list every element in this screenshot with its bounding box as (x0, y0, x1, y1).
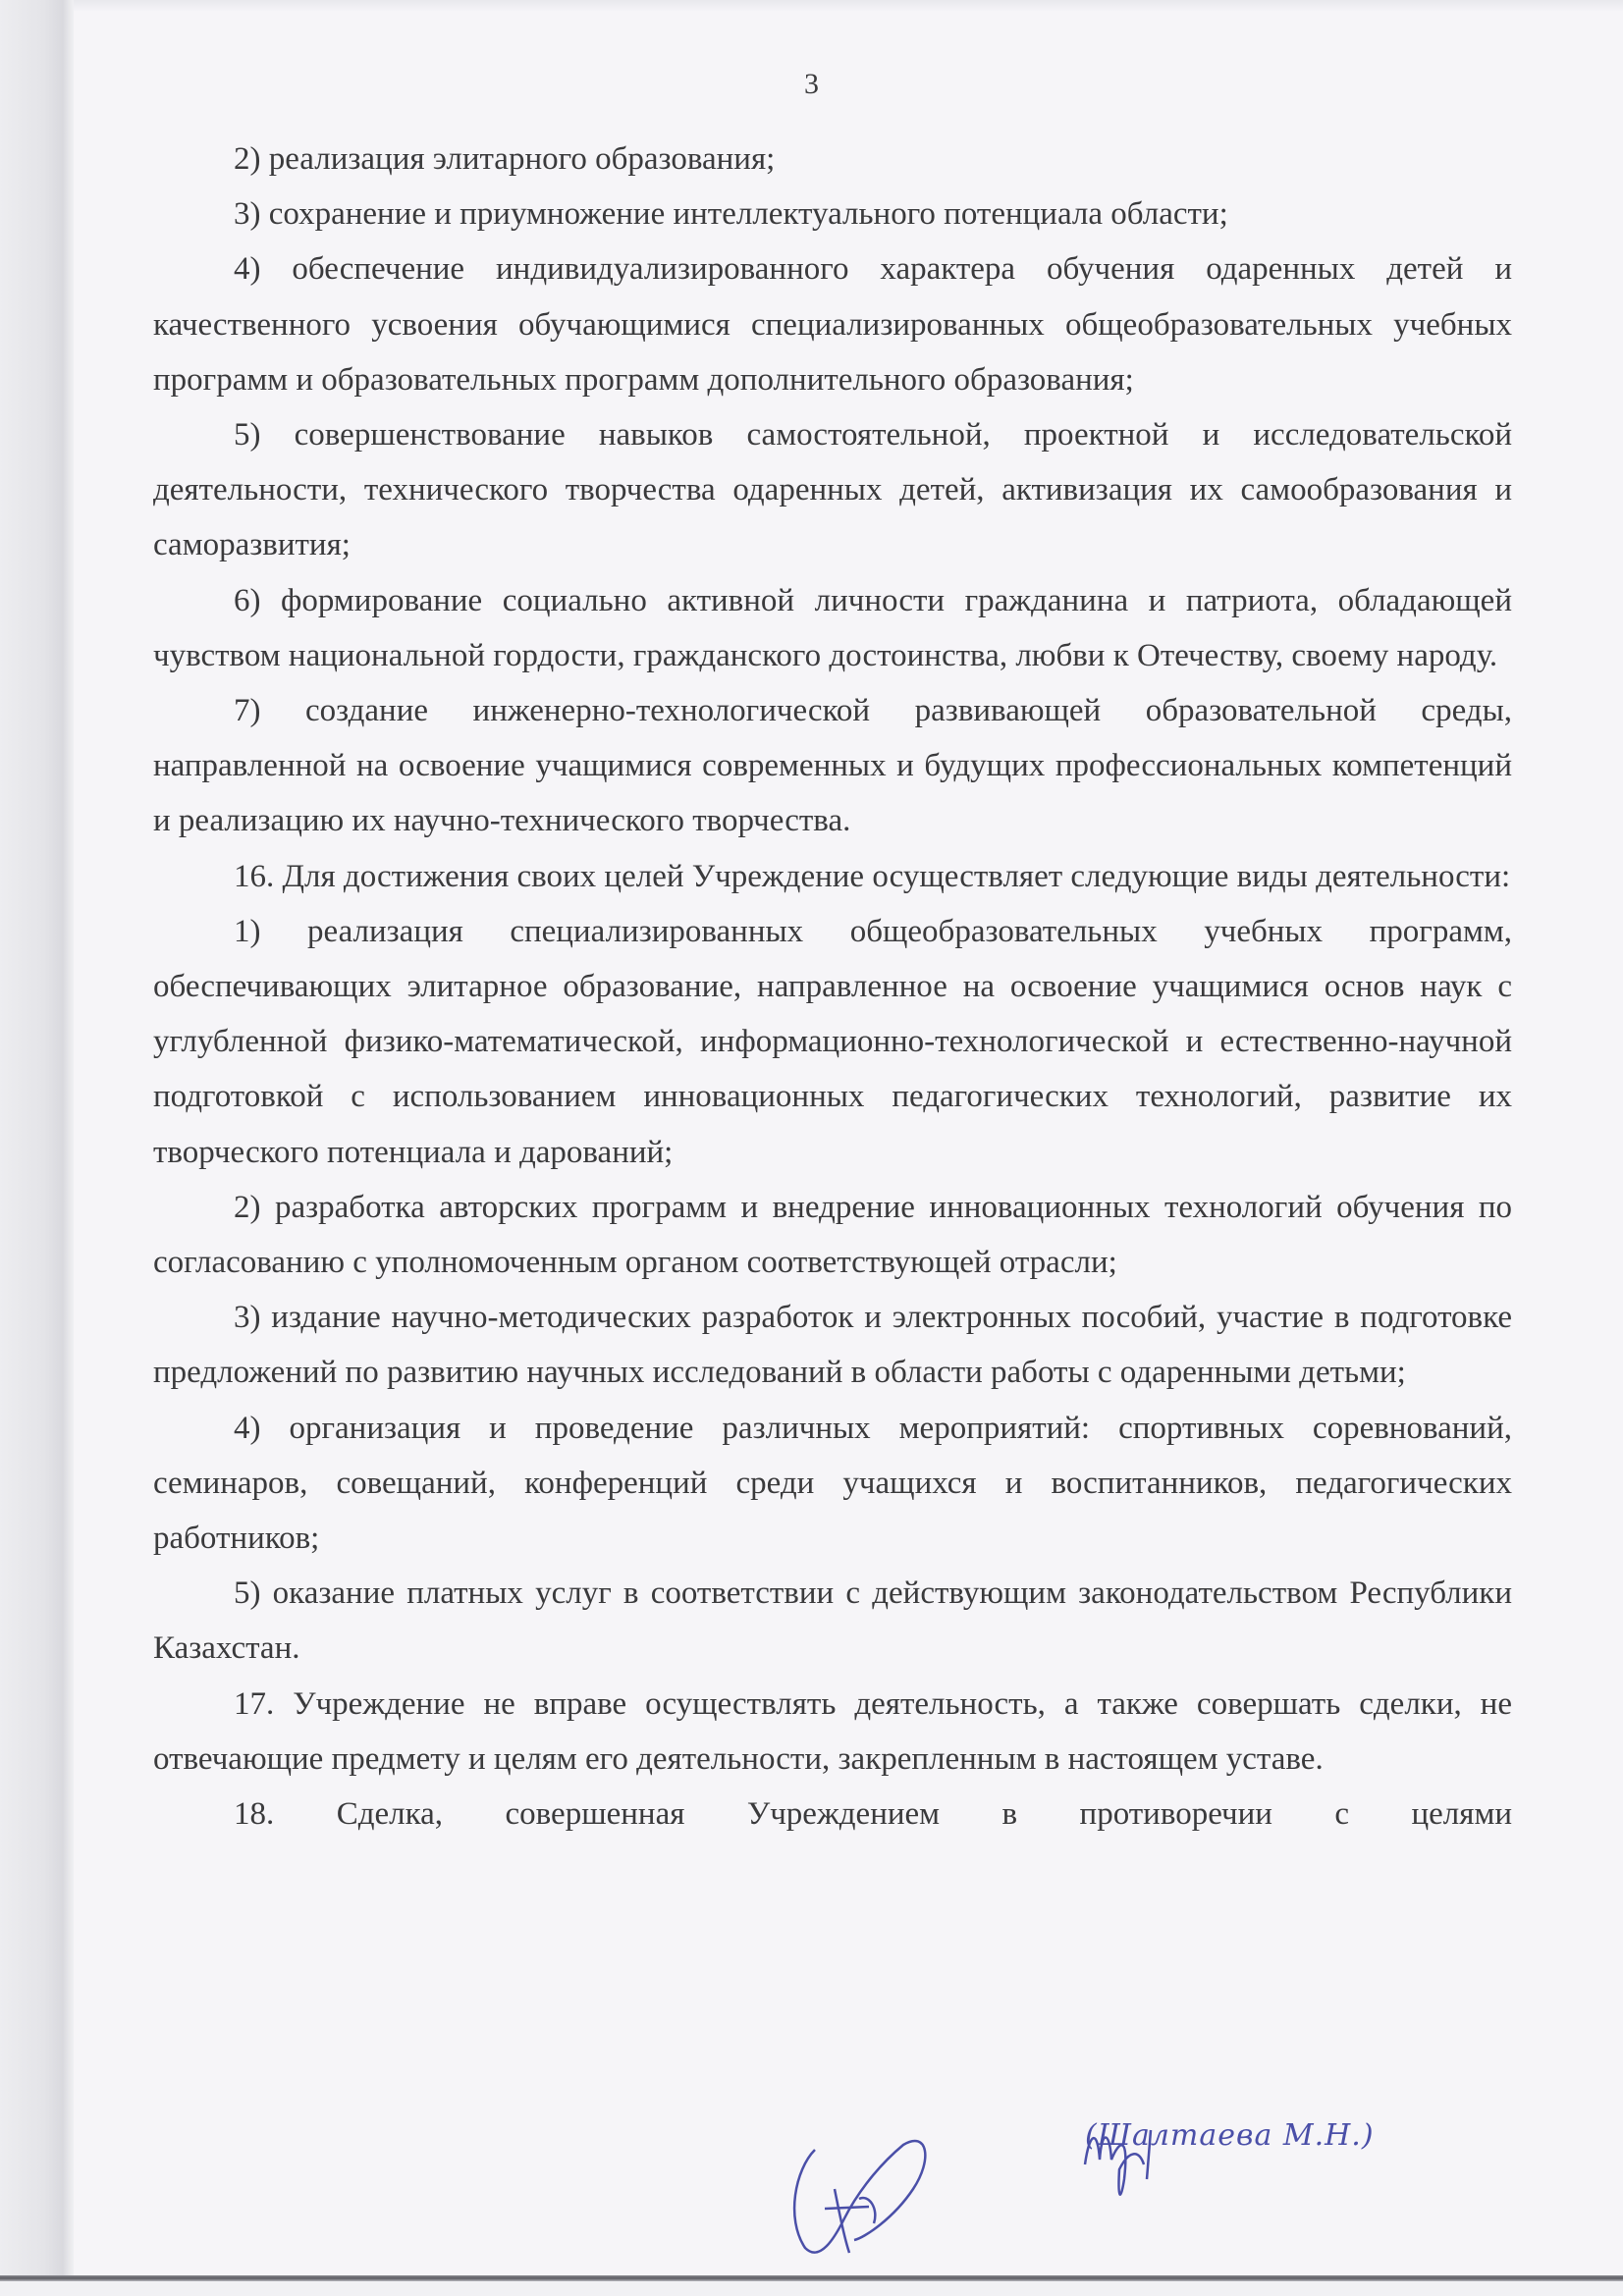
activity-4-events: 4) организация и проведение различных мероприятий: спортивных соревнований, семинаров, совещаний, конференций среди учащихся и воспитанников, педагогических работников; (153, 1410, 1512, 1557)
activity-5-paid-services: 5) оказание платных услуг в соответствии с действующим законодательством Республики Казахстан. (153, 1575, 1512, 1667)
clause-18-transaction: 18. Сделка, совершенная Учреждением в противоречии с целями (234, 1796, 1512, 1833)
list-item-7-engineering-environment: 7) создание инженерно-технологической развивающей образовательной среды, направленной на освоение учащимися современных и будущих профессиональных компетенций и реализацию их научно-технического творчества. (153, 693, 1512, 839)
scan-left-edge-shadow (0, 0, 74, 2296)
list-item-6-citizen-formation: 6) формирование социально активной личности гражданина и патриота, обладающей чувством национальной гордости, гражданского достоинства, любви к Отечеству, своему народу. (153, 582, 1512, 673)
page-number: 3 (804, 68, 819, 100)
clause-16-activities: 16. Для достижения своих целей Учреждение осуществляет следующие виды деятельности: (234, 858, 1511, 894)
scan-top-edge (74, 0, 1623, 12)
activity-3-publications: 3) издание научно-методических разработок и электронных пособий, участие в подготовке предложений по развитию научных исследований в области работы с одаренными детьми; (153, 1300, 1512, 1391)
activity-2-author-programs: 2) разработка авторских программ и внедрение инновационных технологий обучения по согласованию с уполномоченным органом соответствующей отрасли; (153, 1189, 1512, 1281)
scan-bottom-margin (0, 2281, 1623, 2296)
signature-scribble-icon (776, 2130, 943, 2268)
clause-17-restrictions: 17. Учреждение не вправе осуществлять деятельность, а также совершать сделки, не отвечающие предмету и целям его деятельности, закрепленным в настоящем уставе. (153, 1685, 1512, 1777)
list-item-4-individualized-learning: 4) обеспечение индивидуализированного характера обучения одаренных детей и качественного усвоения обучающимися специализированных общеобразовательных учебных программ и образовательных программ дополнительного образования; (153, 251, 1512, 398)
list-item-2-elite-education: 2) реализация элитарного образования; (234, 141, 776, 177)
list-item-5-skills-improvement: 5) совершенствование навыков самостоятельной, проектной и исследовательской деятельности, технического творчества одаренных детей, активизация их самообразования и саморазвития; (153, 417, 1512, 563)
activity-1-programs: 1) реализация специализированных общеобразовательных учебных программ, обеспечивающих элитарное образование, направленное на освоение учащимися основ наук с углубленной физико-математической, информационно-технологической и естественно-научной подготовкой с использованием инновационных педагогических технологий, развитие их творческого потенциала и дарований; (153, 913, 1512, 1170)
list-item-3-intellectual-potential: 3) сохранение и приумножение интеллектуального потенциала области; (234, 196, 1228, 233)
handwritten-name-note: (Шалтаева М.Н.) (1085, 2118, 1375, 2153)
document-body (153, 132, 1512, 1842)
